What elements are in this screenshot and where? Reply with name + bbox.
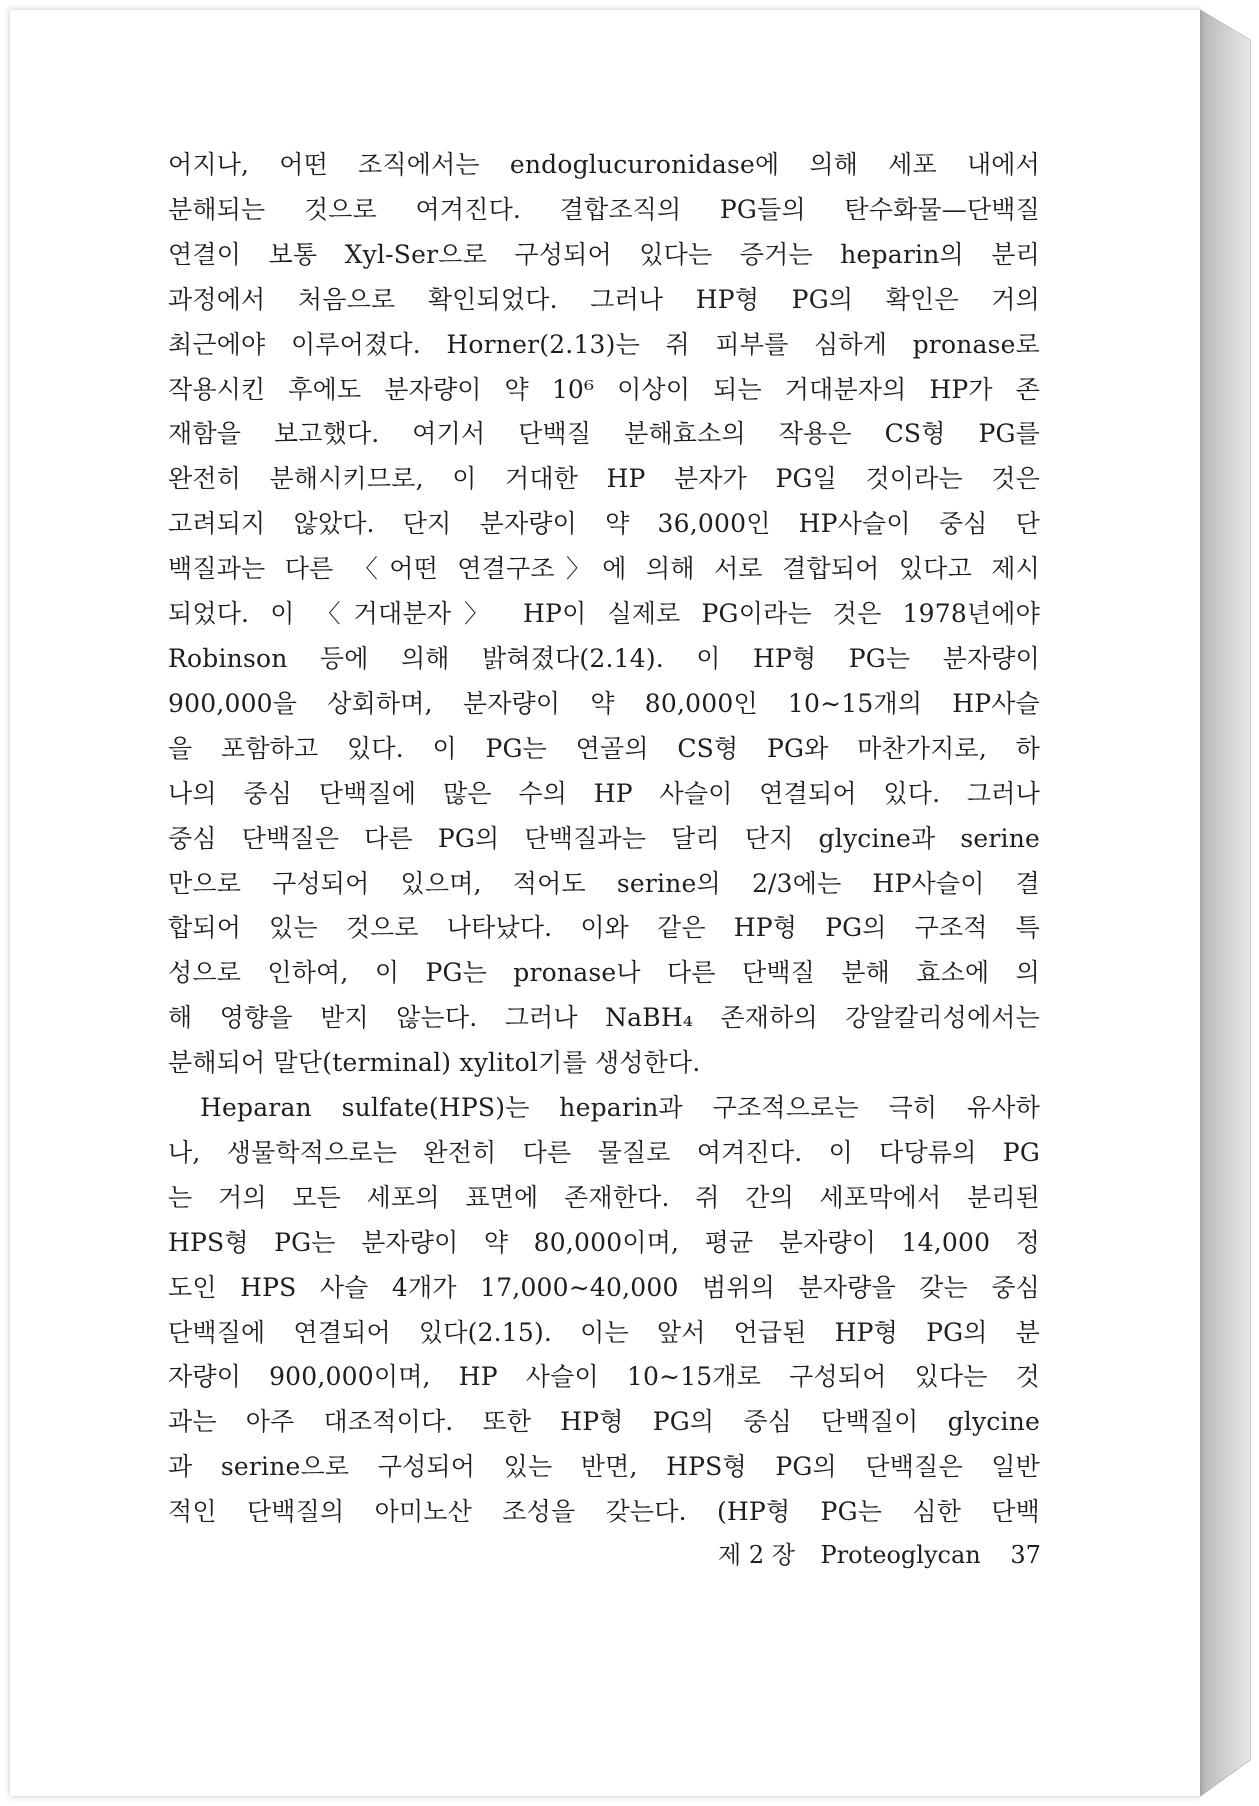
text-line: 는 거의 모든 세포의 표면에 존재한다. 쥐 간의 세포막에서 분리된 bbox=[168, 1182, 1040, 1212]
text-line: 백질과는 다른 〈어떤 연결구조〉에 의해 서로 결합되어 있다고 제시 bbox=[168, 554, 1040, 584]
text-line: Robinson 등에 의해 밝혀졌다(2.14). 이 HP형 PG는 분자량이 bbox=[168, 643, 1040, 673]
text-line: 작용시킨 후에도 분자량이 약 10⁶ 이상이 되는 거대분자의 HP가 존 bbox=[168, 374, 1040, 404]
text-line: Heparan sulfate(HPS)는 heparin과 구조적으로는 극히 유사하 bbox=[200, 1093, 1040, 1123]
text-line: 나, 생물학적으로는 완전히 다른 물질로 여겨진다. 이 다당류의 PG bbox=[168, 1137, 1040, 1167]
text-line: 과는 아주 대조적이다. 또한 HP형 PG의 중심 단백질이 glycine bbox=[168, 1407, 1040, 1437]
text-line: 어지나, 어떤 조직에서는 endoglucuronidase에 의해 세포 내에서 bbox=[168, 150, 1040, 179]
chapter-label: 제 2 장 bbox=[718, 1541, 795, 1569]
text-line: 과 serine으로 구성되어 있는 반면, HPS형 PG의 단백질은 일반 bbox=[168, 1452, 1040, 1482]
text-line: 적인 단백질의 아미노산 조성을 갖는다. (HP형 PG는 심한 단백 bbox=[168, 1497, 1040, 1527]
text-line: 연결이 보통 Xyl-Ser으로 구성되어 있다는 증거는 heparin의 분리 bbox=[168, 239, 1040, 269]
text-line: 완전히 분해시키므로, 이 거대한 HP 분자가 PG일 것이라는 것은 bbox=[168, 464, 1040, 494]
text-line: 중심 단백질은 다른 PG의 단백질과는 달리 단지 glycine과 serine bbox=[168, 823, 1040, 853]
text-line: 해 영향을 받지 않는다. 그러나 NaBH₄ 존재하의 강알칼리성에서는 bbox=[168, 1003, 1040, 1033]
page-number: 37 bbox=[1010, 1541, 1041, 1569]
text-line: 도인 HPS 사슬 4개가 17,000∼40,000 범위의 분자량을 갖는 중심 bbox=[168, 1272, 1040, 1302]
text-line: 단백질에 연결되어 있다(2.15). 이는 앞서 언급된 HP형 PG의 분 bbox=[168, 1317, 1040, 1347]
text-line: HPS형 PG는 분자량이 약 80,000이며, 평균 분자량이 14,000 정 bbox=[168, 1227, 1040, 1257]
body-text bbox=[168, 143, 1040, 1535]
chapter-title: Proteoglycan bbox=[820, 1541, 981, 1569]
text-line: 을 포함하고 있다. 이 PG는 연골의 CS형 PG와 마찬가지로, 하 bbox=[168, 733, 1040, 763]
text-line: 성으로 인하여, 이 PG는 pronase나 다른 단백질 분해 효소에 의 bbox=[168, 958, 1040, 988]
text-line: 합되어 있는 것으로 나타났다. 이와 같은 HP형 PG의 구조적 특 bbox=[168, 913, 1040, 943]
text-line: 나의 중심 단백질에 많은 수의 HP 사슬이 연결되어 있다. 그러나 bbox=[168, 778, 1040, 808]
text-line: 최근에야 이루어졌다. Horner(2.13)는 쥐 피부를 심하게 pronase로 bbox=[168, 329, 1040, 359]
page-footer bbox=[718, 1535, 1041, 1570]
text-line: 900,000을 상회하며, 분자량이 약 80,000인 10∼15개의 HP사슬 bbox=[168, 688, 1040, 718]
text-line: 분해되어 말단(terminal) xylitol기를 생성한다. bbox=[168, 1048, 701, 1078]
text-line: 되었다. 이 〈거대분자〉 HP이 실제로 PG이라는 것은 1978년에야 bbox=[168, 599, 1040, 629]
text-line: 과정에서 처음으로 확인되었다. 그러나 HP형 PG의 확인은 거의 bbox=[168, 284, 1040, 314]
text-line: 고려되지 않았다. 단지 분자량이 약 36,000인 HP사슬이 중심 단 bbox=[168, 509, 1040, 539]
text-line: 만으로 구성되어 있으며, 적어도 serine의 2/3에는 HP사슬이 결 bbox=[168, 868, 1040, 898]
text-line: 분해되는 것으로 여겨진다. 결합조직의 PG들의 탄수화물—단백질 bbox=[168, 194, 1040, 224]
text-line: 재함을 보고했다. 여기서 단백질 분해효소의 작용은 CS형 PG를 bbox=[168, 419, 1040, 449]
text-line: 자량이 900,000이며, HP 사슬이 10∼15개로 구성되어 있다는 것 bbox=[168, 1362, 1040, 1392]
